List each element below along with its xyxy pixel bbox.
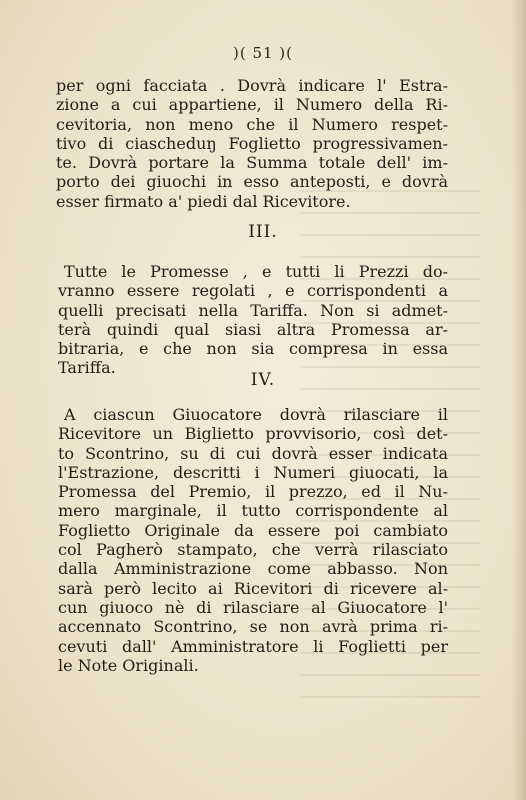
section-continuation-text bbox=[56, 76, 448, 211]
text-line: tivo di ciascheduŋ Foglietto progressivamen- bbox=[56, 133, 448, 153]
text-line: Tariffa. bbox=[58, 358, 116, 378]
text-line: per ogni facciata . Dovrà indicare l' Estra- bbox=[56, 76, 448, 95]
text-line: Foglietto Originale da essere poi cambiato bbox=[58, 520, 448, 540]
section-iii-text bbox=[58, 262, 448, 378]
text-line: accennato Scontrino, se non avrà prima ri- bbox=[58, 617, 448, 637]
text-line: cevuti dall' Amministratore li Foglietti per bbox=[58, 636, 448, 656]
text-line: col Pagherò stampato, che verrà rilasciato bbox=[58, 540, 448, 560]
text-line: bitraria, e che non sia compresa in essa bbox=[58, 339, 448, 359]
page-edge-shadow bbox=[512, 0, 526, 800]
section-heading-iii: III. bbox=[248, 222, 278, 242]
text-line: A ciascun Giuocatore dovrà rilasciare il bbox=[64, 405, 448, 424]
text-line: cun giuoco nè di rilasciare al Giuocatore l' bbox=[58, 597, 448, 617]
text-line: zione a cui appartiene, il Numero della Ri- bbox=[56, 95, 448, 115]
text-line: esser firmato a' piedi dal Ricevitore. bbox=[56, 191, 351, 211]
text-line: porto dei giuochi in esso anteposti, e dovrà bbox=[56, 172, 448, 192]
text-line: vranno essere regolati , e corrispondenti a bbox=[58, 281, 448, 301]
text-line: to Scontrino, su di cui dovrà esser indicata bbox=[58, 443, 448, 463]
text-line: dalla Amministrazione come abbasso. Non bbox=[58, 559, 448, 579]
text-line: Ricevitore un Biglietto provvisorio, così det- bbox=[58, 424, 448, 444]
text-line: l'Estrazione, descritti i Numeri giuocati, la bbox=[58, 462, 448, 482]
section-iv-text bbox=[58, 405, 448, 675]
text-line: Promessa del Premio, il prezzo, ed il Nu- bbox=[58, 482, 448, 502]
text-line: le Note Originali. bbox=[58, 655, 199, 675]
text-line: cevitoria, non meno che il Numero respet- bbox=[56, 114, 448, 134]
text-line: quelli precisati nella Tariffa. Non si admet- bbox=[58, 300, 448, 320]
page-number-header: )( 51 )( bbox=[232, 44, 294, 62]
text-line: te. Dovrà portare la Summa totale dell' im- bbox=[56, 153, 448, 173]
section-heading-iv: IV. bbox=[250, 370, 276, 390]
text-line: Tutte le Promesse , e tutti li Prezzi do- bbox=[64, 262, 448, 281]
text-line: mero marginale, il tutto corrispondente al bbox=[58, 501, 448, 521]
text-line: terà quindi qual siasi altra Promessa ar- bbox=[58, 319, 448, 339]
text-line: sarà però lecito ai Ricevitori di ricevere al- bbox=[58, 578, 448, 598]
